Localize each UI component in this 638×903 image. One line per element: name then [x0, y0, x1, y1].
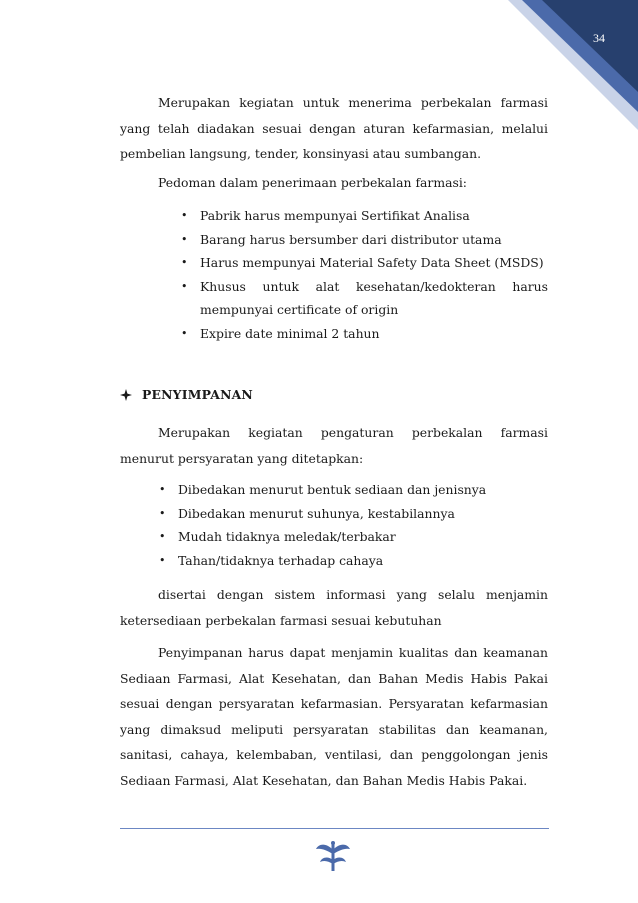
list-item: • Tahan/tidaknya terhadap cahaya — [178, 549, 548, 573]
page-number: 34 — [593, 31, 605, 45]
list-item: • Mudah tidaknya meledak/terbakar — [178, 525, 548, 549]
penyimpanan-intro: Merupakan kegiatan pengaturan perbekalan farmasi menurut persyaratan yang ditetapkan: — [120, 425, 548, 466]
penyimpanan-requirements-paragraph: Penyimpanan harus dapat menjamin kualitas dan keamanan Sediaan Farmasi, Alat Kesehatan, dan Bahan Medis Habis Pakai sesuai dengan persyaratan kefarmasian. Persyaratan kefarmasian yang dimaksud meliputi persyaratan stabilitas dan keamanan, sanitasi, cahaya, kelembaban, ventilasi, dan penggolongan jenis Sediaan Farmasi, Alat Kesehatan, dan Bahan Medis Habis Pakai. — [120, 645, 548, 788]
list-item: • Harus mempunyai Material Safety Data Sheet (MSDS) — [200, 251, 548, 275]
list-item: • Barang harus bersumber dari distributor utama — [200, 228, 548, 252]
pedoman-label: Pedoman dalam penerimaan perbekalan farmasi: — [158, 175, 467, 190]
penyimpanan-list — [178, 478, 548, 572]
list-item: • Pabrik harus mempunyai Sertifikat Analisa — [200, 204, 548, 228]
section-heading-label: PENYIMPANAN — [142, 387, 253, 402]
list-item: • Dibedakan menurut bentuk sediaan dan jenisnya — [178, 478, 548, 502]
penerimaan-intro: Merupakan kegiatan untuk menerima perbekalan farmasi yang telah diadakan sesuai dengan aturan kefarmasian, melalui pembelian langsung, tender, konsinyasi atau sumbangan. — [120, 95, 548, 162]
diamond-bullet-icon — [120, 389, 132, 401]
floral-ornament-icon — [313, 840, 353, 874]
section-heading-penyimpanan — [120, 387, 253, 402]
list-item: • Expire date minimal 2 tahun — [200, 322, 548, 346]
list-item: • Khusus untuk alat kesehatan/kedokteran harus mempunyai certificate of origin — [200, 275, 548, 322]
footer-divider — [120, 828, 549, 829]
penyimpanan-info-paragraph: disertai dengan sistem informasi yang selalu menjamin ketersediaan perbekalan farmasi sesuai kebutuhan — [120, 587, 548, 628]
list-item: • Dibedakan menurut suhunya, kestabilannya — [178, 502, 548, 526]
pedoman-list — [200, 204, 548, 345]
